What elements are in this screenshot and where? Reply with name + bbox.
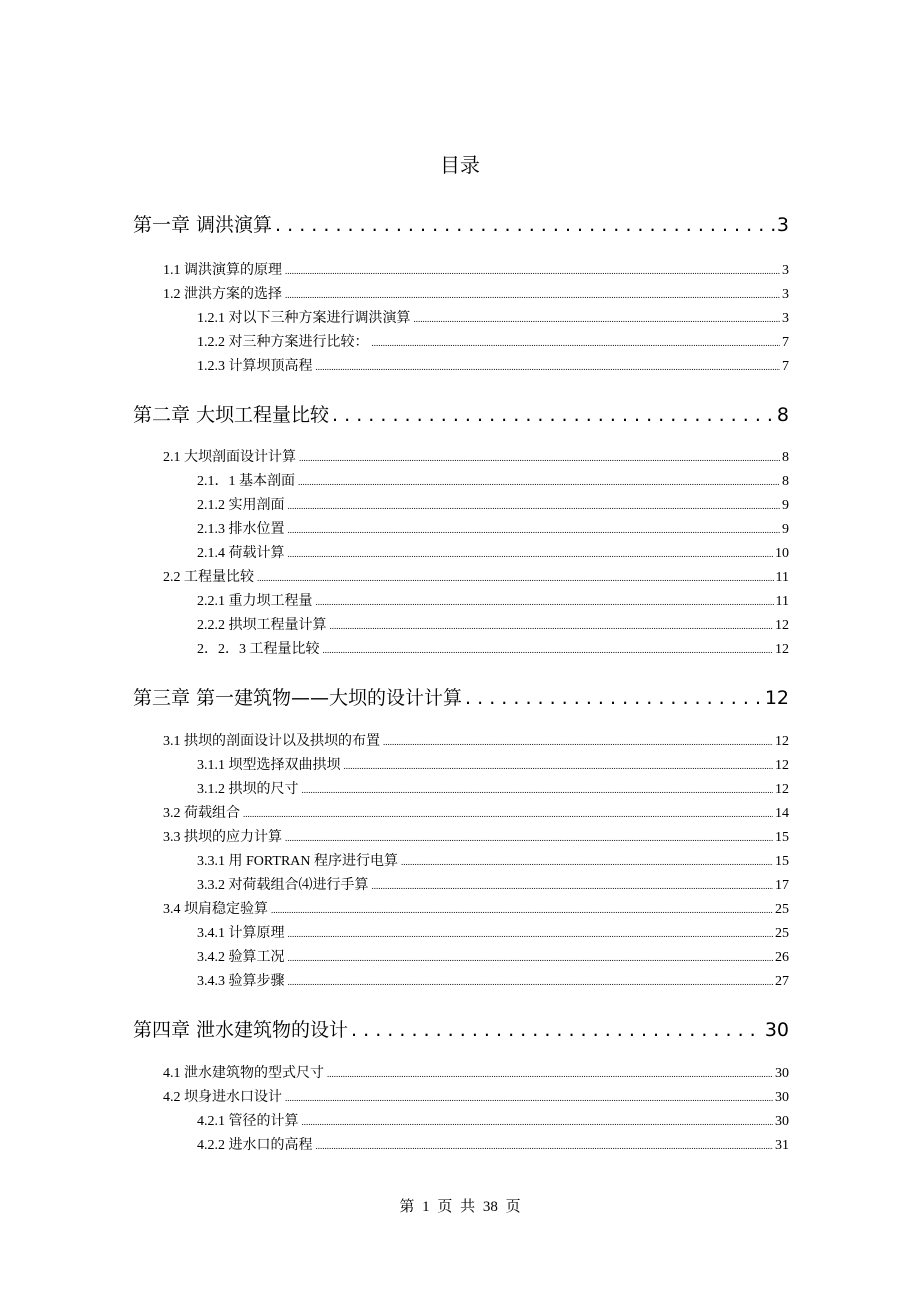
dot-leader xyxy=(257,573,774,583)
toc-section[interactable] xyxy=(163,730,789,750)
toc-page-number: 25 xyxy=(775,926,789,941)
toc-page-number: 11 xyxy=(775,594,789,609)
dot-leader xyxy=(299,453,780,463)
toc-page-number: 30 xyxy=(775,1066,789,1081)
toc-section[interactable] xyxy=(163,566,789,586)
toc-page-number: 8 xyxy=(782,474,789,489)
toc-chapter-1[interactable] xyxy=(133,210,789,237)
toc-subsection[interactable] xyxy=(197,754,789,774)
toc-section[interactable] xyxy=(163,1062,789,1082)
toc-page-number: 12 xyxy=(775,758,789,773)
toc-page-number: 3 xyxy=(782,311,789,326)
toc-subsection-label: 3.3.2 对荷载组合⑷进行手算 xyxy=(197,878,369,893)
toc-subsection[interactable] xyxy=(197,946,789,966)
toc-subsection[interactable] xyxy=(197,494,789,514)
dot-leader xyxy=(372,881,774,891)
toc-section-label: 1.2 泄洪方案的选择 xyxy=(163,287,282,302)
toc-subsection-label: 3.4.2 验算工况 xyxy=(197,950,285,965)
toc-subsection-label: 4.2.1 管径的计算 xyxy=(197,1114,299,1129)
dot-leader xyxy=(327,1069,773,1079)
toc-subsection[interactable] xyxy=(197,850,789,870)
toc-subsection[interactable] xyxy=(197,970,789,990)
toc-page-number: 10 xyxy=(775,546,789,561)
toc-section[interactable] xyxy=(163,446,789,466)
toc-chapter-3[interactable] xyxy=(133,683,789,710)
toc-subsection-label: 1.2.1 对以下三种方案进行调洪演算 xyxy=(197,311,411,326)
dot-leader xyxy=(288,549,774,559)
toc-page-number: 7 xyxy=(782,335,789,350)
dot-leader xyxy=(285,266,780,276)
toc-page-number: 15 xyxy=(775,854,789,869)
toc-subsection[interactable] xyxy=(197,331,789,351)
toc-section-label: 3.2 荷载组合 xyxy=(163,806,240,821)
dot-leader xyxy=(323,645,774,655)
dot-leader xyxy=(288,977,774,987)
toc-page-number: 14 xyxy=(775,806,789,821)
toc-subsection[interactable] xyxy=(197,307,789,327)
toc-subsection-label: 2.1.4 荷载计算 xyxy=(197,546,285,561)
toc-subsection-label: 2.2.2 拱坝工程量计算 xyxy=(197,618,327,633)
toc-subsection-label: 3.4.3 验算步骤 xyxy=(197,974,285,989)
toc-subsection-label: 2．2．3 工程量比较 xyxy=(197,642,320,657)
toc-subsection[interactable] xyxy=(197,1134,789,1154)
toc-subsection[interactable] xyxy=(197,355,789,375)
toc-chapter-4[interactable] xyxy=(133,1015,789,1042)
toc-page-number: 9 xyxy=(782,522,789,537)
toc-subsection[interactable] xyxy=(197,614,789,634)
dot-leader xyxy=(316,1141,774,1151)
toc-subsection-label: 3.3.1 用 FORTRAN 程序进行电算 xyxy=(197,854,399,869)
toc-section-label: 2.2 工程量比较 xyxy=(163,570,254,585)
toc-section[interactable] xyxy=(163,1086,789,1106)
toc-page-number: 12 xyxy=(775,782,789,797)
toc-page-number: 12 xyxy=(775,618,789,633)
dot-leader xyxy=(285,290,780,300)
dot-leader xyxy=(401,857,773,867)
toc-chapter-2[interactable] xyxy=(133,400,789,427)
toc-section-label: 4.1 泄水建筑物的型式尺寸 xyxy=(163,1066,324,1081)
toc-page-number: 3 xyxy=(782,263,789,278)
toc-page-number: 27 xyxy=(775,974,789,989)
toc-subsection[interactable] xyxy=(197,542,789,562)
toc-chapter-label: 第一章 调洪演算 xyxy=(133,214,273,236)
page-footer: 第 1 页 共 38 页 xyxy=(399,1199,521,1215)
toc-page-number: 12 xyxy=(775,642,789,657)
dot-leader xyxy=(288,525,781,535)
toc-page-number: 12 xyxy=(775,734,789,749)
toc-subsection-label: 1.2.3 计算坝顶高程 xyxy=(197,359,313,374)
toc-subsection[interactable] xyxy=(197,874,789,894)
toc-page-number: 3 xyxy=(782,287,789,302)
toc-page-number: 30 xyxy=(775,1090,789,1105)
dot-leader xyxy=(288,929,774,939)
toc-subsection[interactable] xyxy=(197,922,789,942)
toc-section[interactable] xyxy=(163,898,789,918)
dot-leader xyxy=(465,687,763,709)
dot-leader xyxy=(332,404,775,426)
toc-section-label: 2.1 大坝剖面设计计算 xyxy=(163,450,296,465)
toc-section[interactable] xyxy=(163,826,789,846)
toc-subsection-label: 2.1．1 基本剖面 xyxy=(197,474,295,489)
dot-leader xyxy=(285,1093,773,1103)
toc-page-number: 25 xyxy=(775,902,789,917)
dot-leader xyxy=(275,214,775,236)
toc-subsection[interactable] xyxy=(197,590,789,610)
toc-page-number: 26 xyxy=(775,950,789,965)
toc-subsection-label: 2.2.1 重力坝工程量 xyxy=(197,594,313,609)
toc-subsection[interactable] xyxy=(197,470,789,490)
dot-leader xyxy=(414,314,781,324)
toc-subsection-label: 4.2.2 进水口的高程 xyxy=(197,1138,313,1153)
toc-section-label: 4.2 坝身进水口设计 xyxy=(163,1090,282,1105)
toc-section[interactable] xyxy=(163,259,789,279)
toc-page-number: 11 xyxy=(775,570,789,585)
dot-leader xyxy=(372,338,781,348)
dot-leader xyxy=(285,833,773,843)
dot-leader xyxy=(271,905,773,915)
toc-chapter-label: 第三章 第一建筑物——大坝的设计计算 xyxy=(133,687,463,709)
toc-subsection[interactable] xyxy=(197,518,789,538)
dot-leader xyxy=(288,953,774,963)
dot-leader xyxy=(302,785,774,795)
toc-subsection[interactable] xyxy=(197,638,789,658)
toc-page-number: 30 xyxy=(775,1114,789,1129)
dot-leader xyxy=(316,362,781,372)
toc-chapter-label: 第四章 泄水建筑物的设计 xyxy=(133,1019,349,1041)
toc-subsection-label: 3.1.2 拱坝的尺寸 xyxy=(197,782,299,797)
toc-subsection[interactable] xyxy=(197,1110,789,1130)
dot-leader xyxy=(344,761,774,771)
toc-section[interactable] xyxy=(163,283,789,303)
toc-section-label: 3.1 拱坝的剖面设计以及拱坝的布置 xyxy=(163,734,380,749)
toc-subsection-label: 2.1.3 排水位置 xyxy=(197,522,285,537)
toc-page-number: 9 xyxy=(782,498,789,513)
dot-leader xyxy=(288,501,781,511)
toc-section-label: 3.3 拱坝的应力计算 xyxy=(163,830,282,845)
dot-leader xyxy=(298,477,780,487)
toc-subsection-label: 3.4.1 计算原理 xyxy=(197,926,285,941)
toc-page-number: 12 xyxy=(764,687,789,709)
dot-leader xyxy=(302,1117,774,1127)
dot-leader xyxy=(243,809,773,819)
dot-leader xyxy=(316,597,774,607)
toc-chapter-label: 第二章 大坝工程量比较 xyxy=(133,404,330,426)
toc-page-number: 30 xyxy=(764,1019,789,1041)
toc-page-number: 3 xyxy=(776,214,789,236)
toc-page-number: 8 xyxy=(782,450,789,465)
dot-leader xyxy=(383,737,773,747)
toc-page-number: 31 xyxy=(775,1138,789,1153)
toc-section-label: 1.1 调洪演算的原理 xyxy=(163,263,282,278)
toc-section[interactable] xyxy=(163,802,789,822)
toc-title: 目录 xyxy=(440,153,480,177)
toc-subsection-label: 1.2.2 对三种方案进行比较： xyxy=(197,335,369,350)
toc-subsection-label: 2.1.2 实用剖面 xyxy=(197,498,285,513)
dot-leader xyxy=(351,1019,763,1041)
toc-page-number: 17 xyxy=(775,878,789,893)
toc-page-number: 7 xyxy=(782,359,789,374)
toc-page-number: 8 xyxy=(776,404,789,426)
toc-subsection[interactable] xyxy=(197,778,789,798)
dot-leader xyxy=(330,621,774,631)
toc-subsection-label: 3.1.1 坝型选择双曲拱坝 xyxy=(197,758,341,773)
toc-section-label: 3.4 坝肩稳定验算 xyxy=(163,902,268,917)
toc-page-number: 15 xyxy=(775,830,789,845)
